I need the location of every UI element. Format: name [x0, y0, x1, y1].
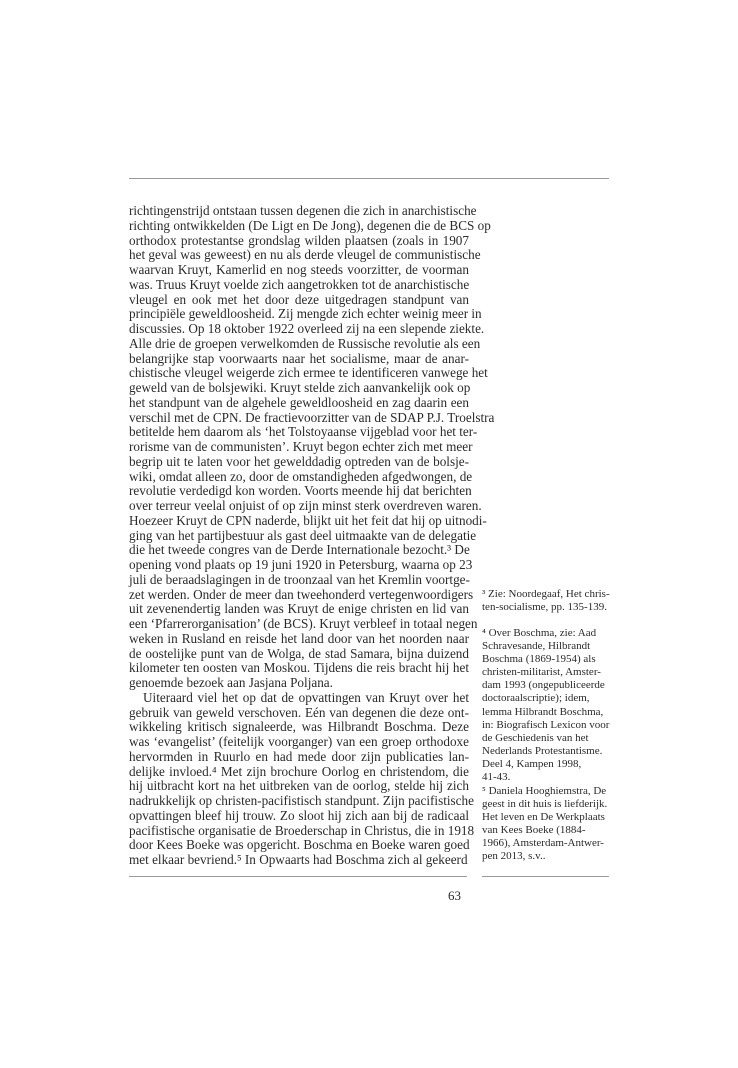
body-line: was ‘evangelist’ (feitelijk voorganger) van een groep orthodoxe [129, 734, 469, 749]
body-line: Uiteraard viel het op dat de opvattingen van Kruyt over het [143, 689, 469, 705]
body-text [129, 203, 495, 868]
footnote-line: doctoraalscriptie); idem, [482, 692, 590, 705]
body-line: was. Truus Kruyt voelde zich aangetrokken tot de anarchistische [129, 276, 470, 292]
body-line: delijke invloed.⁴ Met zijn brochure Oorlog en christendom, die [129, 763, 469, 779]
body-line: door Kees Boeke was opgericht. Boschma en Boeke waren goed [129, 837, 470, 853]
body-line: genoemde bezoek aan Jasjana Poljana. [129, 675, 333, 690]
body-line: uit zevenendertig landen was Kruyt de enige christen en lid van [129, 601, 469, 617]
footnote-4 [482, 627, 612, 784]
body-line: discussies. Op 18 oktober 1922 overleed zij na een slepende ziekte. [129, 321, 485, 336]
body-line: de oostelijke punt van de Wolga, de stad Samara, bijna duizend [129, 645, 469, 661]
top-rule [129, 178, 609, 179]
body-line: orthodox protestantse grondslag wilden plaatsen (zoals in 1907 [129, 232, 469, 248]
body-line: richting ontwikkelden (De Ligt en De Jong), degenen die de BCS op [129, 217, 491, 233]
body-line: het standpunt van de algehele geweldloosheid en zag daarin een [129, 394, 469, 410]
body-line: waarvan Kruyt, Kamerlid en nog steeds voorzitter, de voorman [129, 262, 469, 277]
footnote-line: dam 1993 (ongepubliceerde [482, 679, 605, 692]
body-line: begrip uit te laten voor het gewelddadig optreden van de bolsje- [129, 453, 469, 469]
body-line: principiële geweldloosheid. Zij mengde zich echter weinig meer in [129, 306, 482, 322]
body-line: chistische vleugel weigerde zich ermee te identificeren vanwege het [129, 365, 488, 381]
footnote-line: ten-socialisme, pp. 135-139. [482, 601, 607, 614]
body-line: vleugel en ook met het door deze uitgedragen standpunt van [129, 291, 469, 307]
footnote-line: 1966), Amsterdam-Antwer- [482, 837, 604, 850]
body-line: opening vond plaats op 19 juni 1920 in Petersburg, waarna op 23 [129, 557, 473, 572]
body-line: zet werden. Onder de meer dan tweehonderd vertegenwoordigers [129, 586, 474, 602]
footnote-line: lemma Hilbrandt Boschma, [482, 705, 604, 718]
body-line: verschil met de CPN. De fractievoorzitter van de SDAP P.J. Troelstra [129, 409, 495, 425]
body-line: opvattingen bleef hij trouw. Zo sloot hij zich aan bij de radicaal [129, 807, 469, 823]
body-line: rorisme van de communisten’. Kruyt begon echter zich met meer [129, 439, 473, 454]
footnote-5 [482, 785, 612, 864]
footnote-line: ³ Zie: Noordegaaf, Het chris- [482, 588, 610, 600]
body-line: betitelde hem daarom als ‘het Tolstoyaanse vijgeblad voor het ter- [129, 424, 478, 440]
footnote-line: pen 2013, s.v.. [482, 850, 546, 863]
footnote-line: geest in dit huis is liefderijk. [482, 798, 608, 811]
body-line: een ‘Pfarrerorganisation’ (de BCS). Kruyt verbleef in totaal negen [129, 616, 478, 631]
body-line: het geval was geweest) en nu als derde vleugel de communistische [129, 247, 481, 263]
body-line: Hoezeer Kruyt de CPN naderde, blijkt uit het feit dat hij op uitnodi- [129, 512, 487, 528]
body-line: hervormden in Ruurlo en had mede door zijn publicaties lan- [129, 748, 469, 764]
footnote-line: christen-militarist, Amster- [482, 666, 601, 679]
body-line: over terreur veelal onjuist of op zijn minst sterk overdreven waren. [129, 498, 482, 513]
body-line: kilometer ten oosten van Moskou. Tijdens die reis bracht hij het [129, 660, 469, 676]
body-line: wiki, omdat alleen zo, door de omstandigheden afgedwongen, de [129, 468, 473, 484]
footnote-line: Deel 4, Kampen 1998, [482, 757, 582, 770]
body-line: richtingenstrijd ontstaan tussen degenen die zich in anarchistische [129, 203, 477, 218]
body-line: juli de beraadslagingen in de troonzaal van het Kremlin voortge- [129, 571, 470, 587]
body-line: nadrukkelijk op christen-pacifistisch standpunt. Zijn pacifistische [129, 793, 474, 808]
bottom-rule-main [129, 876, 467, 877]
footnote-line: Nederlands Protestantisme. [482, 744, 603, 757]
body-line: belangrijke stap voorwaarts naar het socialisme, maar de anar- [129, 350, 469, 366]
footnote-line: Schravesande, Hilbrandt [482, 640, 591, 653]
body-line: gebruik van geweld verschoven. Eén van degenen die deze ont- [129, 704, 469, 720]
body-line: geweld van de bolsjewiki. Kruyt stelde zich aanvankelijk ook op [129, 380, 471, 395]
footnote-line: de Geschiedenis van het [482, 731, 589, 744]
footnote-3 [482, 588, 612, 614]
footnote-line: ⁵ Daniela Hooghiemstra, De [482, 785, 607, 797]
page-number: 63 [448, 888, 461, 903]
body-line: met elkaar bevriend.⁵ In Opwaarts had Boschma zich al gekeerd [129, 852, 468, 867]
footnote-line: in: Biografisch Lexicon voor [482, 718, 610, 731]
body-line: Alle drie de groepen verwelkomden de Russische revolutie als een [129, 335, 481, 351]
body-line: die het tweede congres van de Derde Internationale bezocht.³ De [129, 542, 470, 558]
body-line: revolutie verdedigd kon worden. Voorts meende hij dat berichten [129, 483, 472, 499]
body-line: weken in Rusland en reisde het land door van het noorden naar [129, 630, 469, 646]
footnote-line: Boschma (1869-1954) als [482, 653, 596, 666]
footnote-line: van Kees Boeke (1884- [482, 824, 586, 837]
body-line: wikkeling kritisch signaleerde, was Hilbrandt Boschma. Deze [129, 719, 469, 735]
footnote-line: 41-43. [482, 771, 511, 784]
body-line: hij uitbracht kort na het uitbreken van de oorlog, stelde hij zich [129, 778, 469, 794]
body-line: ging van het partijbestuur als gast deel uitmaakte van de delegatie [129, 527, 477, 543]
bottom-rule-margin [482, 876, 609, 877]
footnote-line: Het leven en De Werkplaats [482, 811, 605, 824]
footnote-line: ⁴ Over Boschma, zie: Aad [482, 627, 597, 639]
body-line: pacifistische organisatie de Broederschap in Christus, die in 1918 [129, 822, 475, 838]
